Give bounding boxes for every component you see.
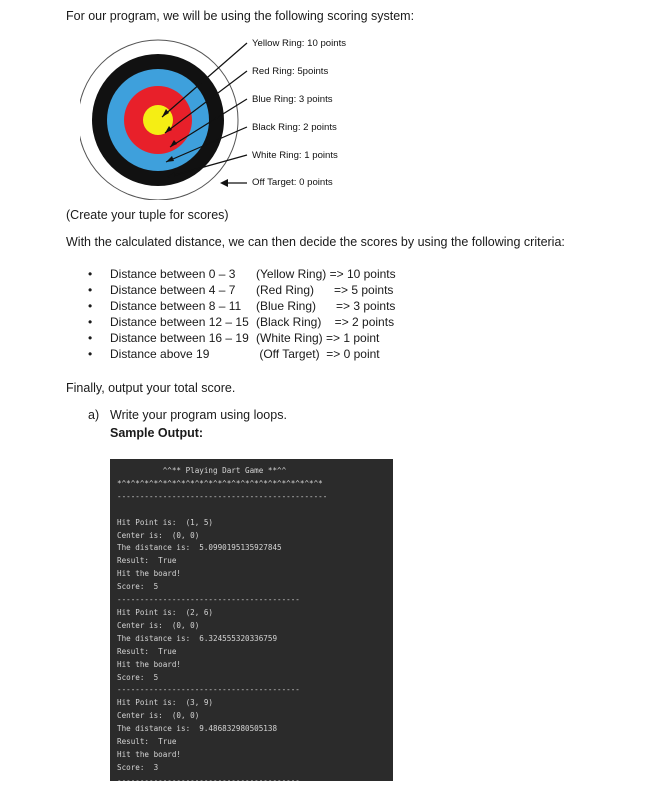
terminal-line: Center is: (0, 0)	[117, 711, 200, 721]
bullet: •	[88, 267, 93, 281]
terminal-line: Center is: (0, 0)	[117, 620, 200, 630]
dartboard-diagram	[80, 30, 380, 200]
terminal-line: ----------------------------------------------	[117, 491, 328, 501]
criteria-range: Distance between 4 – 7	[110, 283, 236, 297]
legend-off-target: Off Target: 0 points	[252, 177, 333, 188]
bullet: •	[88, 347, 93, 361]
criteria-range: Distance between 8 – 11	[110, 299, 242, 313]
terminal-line: Hit the board!	[117, 749, 182, 759]
finally-text: Finally, output your total score.	[66, 381, 236, 395]
terminal-line: ----------------------------------------	[117, 775, 300, 781]
terminal-line: Hit the board!	[117, 659, 182, 669]
terminal-line: Result: True	[117, 646, 177, 656]
criteria-range: Distance above 19	[110, 347, 210, 361]
terminal-line: ^^** Playing Dart Game **^^	[117, 466, 287, 475]
criteria-range: Distance between 0 – 3	[110, 267, 236, 281]
legend-blue: Blue Ring: 3 points	[252, 94, 333, 105]
terminal-line: The distance is: 9.486832980505138	[117, 724, 278, 734]
legend-yellow: Yellow Ring: 10 points	[252, 38, 347, 49]
criteria-result: (White Ring) => 1 point	[256, 331, 380, 345]
terminal-line: Score: 5	[117, 672, 159, 682]
criteria-result: (Blue Ring) => 3 points	[256, 299, 396, 313]
arrowhead-off-target	[220, 179, 228, 187]
legend-black: Black Ring: 2 points	[252, 122, 337, 133]
task-label: a)	[88, 408, 100, 422]
terminal-line: Hit Point is: (3, 9)	[117, 698, 214, 708]
terminal-line: Score: 3	[117, 762, 159, 772]
terminal-line: Result: True	[117, 737, 177, 747]
terminal-line: ----------------------------------------	[117, 685, 300, 695]
criteria-range: Distance between 16 – 19	[110, 331, 249, 345]
criteria-result: (Yellow Ring) => 10 points	[256, 267, 396, 281]
criteria-result: (Off Target) => 0 point	[256, 347, 380, 361]
intro-text: For our program, we will be using the following scoring system:	[66, 9, 415, 23]
terminal-line: Hit Point is: (1, 5)	[117, 517, 214, 527]
task-text: Write your program using loops.	[110, 408, 287, 422]
terminal-line: The distance is: 5.0990195135927845	[117, 543, 282, 553]
bullet: •	[88, 331, 93, 345]
criteria-result: (Black Ring) => 2 points	[256, 315, 395, 329]
terminal-line: Hit Point is: (2, 6)	[117, 607, 214, 617]
terminal-line: Score: 5	[117, 582, 159, 592]
terminal-line: Result: True	[117, 556, 177, 566]
terminal-line: *^*^*^*^*^*^*^*^*^*^*^*^*^*^*^*^*^*^*^*^*^*^*	[117, 478, 323, 488]
criteria-intro: With the calculated distance, we can then decide the scores by using the following criteria:	[66, 235, 565, 249]
bullet: •	[88, 283, 93, 297]
sample-output-label: Sample Output:	[110, 426, 204, 440]
terminal-text	[117, 465, 327, 781]
criteria-result: (Red Ring) => 5 points	[256, 283, 394, 297]
criteria-range: Distance between 12 – 15	[110, 315, 249, 329]
terminal-line: The distance is: 6.324555320336759	[117, 633, 278, 643]
bullet: •	[88, 315, 93, 329]
bullet: •	[88, 299, 93, 313]
legend-red: Red Ring: 5points	[252, 66, 329, 77]
legend-white: White Ring: 1 points	[252, 150, 338, 161]
terminal-line: Center is: (0, 0)	[117, 530, 200, 540]
terminal-line: ----------------------------------------	[117, 595, 300, 605]
tuple-note: (Create your tuple for scores)	[66, 208, 229, 222]
terminal-line: Hit the board!	[117, 569, 182, 579]
terminal-output	[110, 459, 393, 781]
